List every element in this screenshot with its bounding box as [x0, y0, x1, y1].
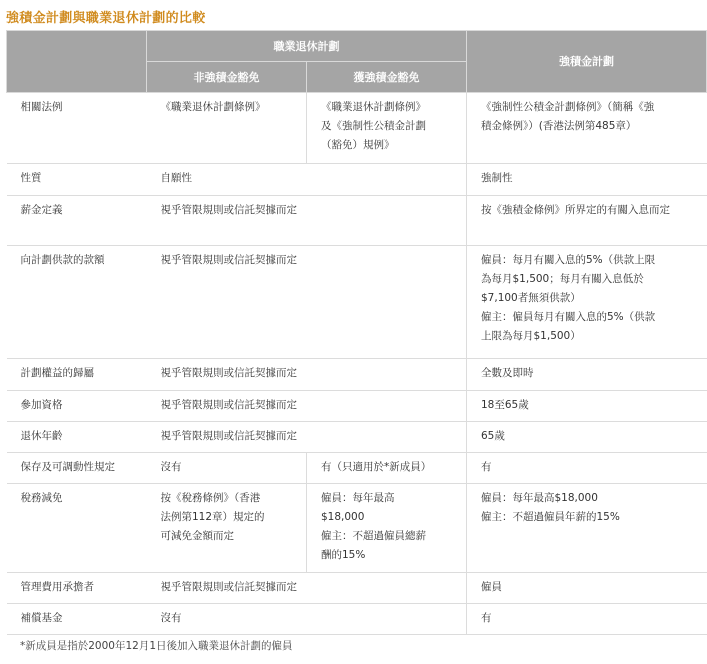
table-row: [7, 196, 707, 246]
table-row: [7, 604, 707, 635]
cell-line: 僱員：每月有關入息的5%（供款上限: [481, 254, 656, 266]
cell-line: 為每月$1,500；每月有關入息低於: [481, 273, 644, 285]
row-label: 保存及可調動性規定: [7, 453, 147, 484]
cell-mpf: [467, 246, 707, 359]
cell-line: 《強制性公積金計劃條例》（簡稱《強: [481, 101, 655, 113]
cell-orso: 沒有: [147, 604, 467, 635]
cell-exempt: 有（只適用於*新成員）: [307, 453, 467, 484]
cell-line: $7,100者無須供款）: [481, 292, 581, 304]
cell-mpf: 65歲: [467, 422, 707, 453]
cell-line: 法例第112章）規定的: [160, 511, 265, 523]
header-orso-non-exempt: 非強積金豁免: [147, 62, 307, 93]
cell-line: 上限為每月$1,500）: [481, 330, 581, 342]
cell-line: 按《稅務條例》（香港: [160, 492, 261, 504]
cell-line: 僱主：不超過僱員年薪的15%: [481, 511, 620, 523]
row-label: 參加資格: [7, 391, 147, 422]
cell-line: 僱主：不超過僱員總薪: [321, 530, 426, 542]
table-row: [7, 484, 707, 573]
row-label: 向計劃供款的款額: [7, 246, 147, 359]
row-label: 性質: [7, 164, 147, 196]
page-title: 強積金計劃與職業退休計劃的比較: [6, 11, 206, 26]
cell-orso: 視乎管限規則或信託契據而定: [147, 422, 467, 453]
cell-line: 及《強制性公積金計劃: [321, 120, 426, 132]
table-row: [7, 573, 707, 604]
cell-line: 可減免金額而定: [160, 530, 234, 542]
cell-exempt: [307, 93, 467, 164]
cell-orso: 視乎管限規則或信託契據而定: [147, 246, 467, 359]
row-label: 稅務減免: [7, 484, 147, 573]
row-label: 計劃權益的歸屬: [7, 359, 147, 391]
cell-orso: 視乎管限規則或信託契據而定: [147, 391, 467, 422]
table-row: [7, 453, 707, 484]
row-label: 管理費用承擔者: [7, 573, 147, 604]
cell-mpf: 有: [467, 453, 707, 484]
cell-orso: 自願性: [147, 164, 467, 196]
table-row: [7, 359, 707, 391]
cell-mpf: 按《強積金條例》所界定的有關入息而定: [467, 196, 707, 246]
cell-line: 僱主：僱員每月有關入息的5%（供款: [481, 311, 656, 323]
header-orso-exempt: 獲強積金豁免: [307, 62, 467, 93]
row-label: 相關法例: [7, 93, 147, 164]
row-label: 退休年齡: [7, 422, 147, 453]
table-row: [7, 391, 707, 422]
row-label: 薪金定義: [7, 196, 147, 246]
cell-orso: 視乎管限規則或信託契據而定: [147, 359, 467, 391]
cell-line: 僱員：每年最高: [321, 492, 395, 504]
cell-orso: 視乎管限規則或信託契據而定: [147, 573, 467, 604]
cell-mpf: 全數及即時: [467, 359, 707, 391]
cell-line: 《職業退休計劃條例》: [321, 101, 426, 113]
cell-mpf: 18至65歲: [467, 391, 707, 422]
cell-mpf: 僱員: [467, 573, 707, 604]
cell-mpf: 有: [467, 604, 707, 635]
cell-mpf: 強制性: [467, 164, 707, 196]
comparison-table: [6, 30, 707, 635]
cell-mpf: [467, 484, 707, 573]
cell-line: 積金條例》）(香港法例第485章）: [481, 120, 637, 132]
table-row: [7, 93, 707, 164]
cell-line: 僱員：每年最高$18,000: [481, 492, 598, 504]
cell-non-exempt: [147, 484, 307, 573]
cell-non-exempt: 沒有: [147, 453, 307, 484]
row-label: 補償基金: [7, 604, 147, 635]
table-row: [7, 164, 707, 196]
table-row: [7, 246, 707, 359]
cell-orso: 視乎管限規則或信託契據而定: [147, 196, 467, 246]
header-mpf: 強積金計劃: [467, 31, 707, 93]
cell-line: $18,000: [321, 511, 365, 523]
footnote: *新成員是指於2000年12月1日後加入職業退休計劃的僱員: [20, 640, 293, 652]
cell-line: 酬的15%: [321, 549, 366, 561]
table-row: [7, 422, 707, 453]
cell-mpf: [467, 93, 707, 164]
cell-non-exempt: 《職業退休計劃條例》: [147, 93, 307, 164]
header-blank: [7, 31, 147, 93]
header-orso: 職業退休計劃: [147, 31, 467, 62]
cell-exempt: [307, 484, 467, 573]
cell-line: （豁免）規例》: [321, 139, 395, 151]
